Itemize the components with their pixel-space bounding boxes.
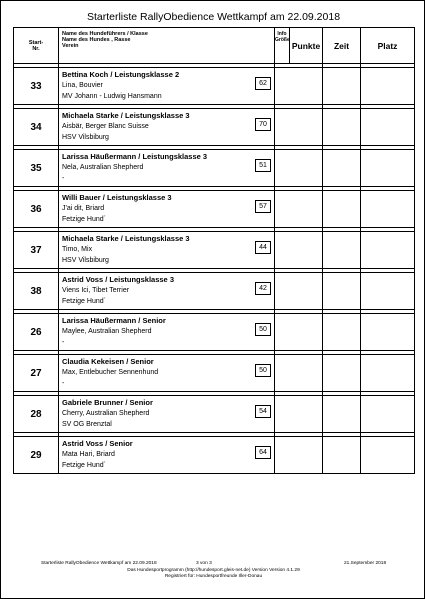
club: Fetzige Hund´ <box>62 216 106 223</box>
entry-info <box>59 68 275 105</box>
handler-class: Astrid Voss / Senior <box>62 439 133 448</box>
club: - <box>62 380 65 387</box>
zeit-cell <box>323 273 361 310</box>
header-info: Name des Hundeführers / Klasse Name des Hundes , Rasse Verein <box>59 28 275 64</box>
size-value: 64 <box>255 446 271 459</box>
entry-info <box>59 355 275 392</box>
handler-class: Michaela Starke / Leistungsklasse 3 <box>62 234 190 243</box>
table-row <box>14 232 415 269</box>
zeit-cell <box>323 437 361 474</box>
dog-breed: Mata Hari, Briard <box>62 451 115 458</box>
dog-breed: J'ai dit, Briard <box>62 205 105 212</box>
club: HSV Vilsbiburg <box>62 257 109 264</box>
size-value: 51 <box>255 159 271 172</box>
punkte-cell <box>275 273 323 310</box>
dog-breed: Maylee, Australian Shepherd <box>62 328 152 335</box>
start-number: 26 <box>14 314 59 351</box>
platz-cell <box>361 109 415 146</box>
size-value: 50 <box>255 364 271 377</box>
punkte-cell <box>275 396 323 433</box>
zeit-cell <box>323 191 361 228</box>
table-row <box>14 314 415 351</box>
punkte-cell <box>275 314 323 351</box>
table-row <box>14 437 415 474</box>
footer-date: 21.September 2018 <box>344 561 387 566</box>
dog-breed: Aisbär, Berger Blanc Suisse <box>62 123 149 130</box>
handler-class: Gabriele Brunner / Senior <box>62 398 153 407</box>
size-value: 50 <box>255 323 271 336</box>
dog-breed: Cherry, Australian Shepherd <box>62 410 150 417</box>
start-number: 37 <box>14 232 59 269</box>
club: - <box>62 339 65 346</box>
start-number: 35 <box>14 150 59 187</box>
handler-class: Willi Bauer / Leistungsklasse 3 <box>62 193 172 202</box>
start-number: 34 <box>14 109 59 146</box>
dog-breed: Max, Entlebucher Sennenhund <box>62 369 159 376</box>
table-row <box>14 150 415 187</box>
entry-info <box>59 396 275 433</box>
start-number: 27 <box>14 355 59 392</box>
handler-class: Claudia Kekeisen / Senior <box>62 357 154 366</box>
starter-table <box>13 27 415 474</box>
dog-breed: Nela, Australian Shepherd <box>62 164 144 171</box>
table-row <box>14 68 415 105</box>
header-punkte: Punkte <box>291 40 321 51</box>
platz-cell <box>361 150 415 187</box>
zeit-cell <box>323 109 361 146</box>
punkte-cell <box>275 355 323 392</box>
size-value: 70 <box>255 118 271 131</box>
table-row <box>14 396 415 433</box>
start-number: 28 <box>14 396 59 433</box>
platz-cell <box>361 68 415 105</box>
platz-cell <box>361 273 415 310</box>
handler-class: Michaela Starke / Leistungsklasse 3 <box>62 111 190 120</box>
entry-info <box>59 232 275 269</box>
punkte-cell <box>275 150 323 187</box>
table-row <box>14 355 415 392</box>
handler-class: Bettina Koch / Leistungsklasse 2 <box>62 70 180 79</box>
header-groesse: Info Größe <box>275 28 290 63</box>
footer-page-number: 3 von 3 <box>196 561 212 566</box>
zeit-cell <box>323 396 361 433</box>
club: - <box>62 175 65 182</box>
handler-class: Astrid Voss / Leistungsklasse 3 <box>62 275 174 284</box>
table-header-row <box>14 28 415 64</box>
club: MV Johann - Ludwig Hansmann <box>62 93 162 100</box>
zeit-cell <box>323 68 361 105</box>
document-title: Starterliste RallyObedience Wettkampf am 22.09.2018 <box>86 11 341 23</box>
entry-info <box>59 314 275 351</box>
platz-cell <box>361 232 415 269</box>
entry-info <box>59 437 275 474</box>
size-value: 57 <box>255 200 271 213</box>
platz-cell <box>361 314 415 351</box>
dog-breed: Viens Ici, Tibet Terrier <box>62 287 130 294</box>
handler-class: Larissa Häußermann / Leistungsklasse 3 <box>62 152 208 161</box>
footer-software-line: Das Hundesportprogramm (http://hundesport.gleis-net.de) Version Version 4.1.29 <box>127 568 300 573</box>
punkte-cell <box>275 109 323 146</box>
table-row <box>14 191 415 228</box>
punkte-cell <box>275 437 323 474</box>
footer-registration-line: Registriert für: Hundesportfreunde Iller-Donau <box>164 574 263 579</box>
zeit-cell <box>323 150 361 187</box>
entry-info <box>59 150 275 187</box>
table-row <box>14 109 415 146</box>
header-startnr: Start- Nr. <box>14 28 59 64</box>
platz-cell <box>361 355 415 392</box>
platz-cell <box>361 437 415 474</box>
size-value: 54 <box>255 405 271 418</box>
header-group <box>275 28 323 64</box>
dog-breed: Lina, Bouvier <box>62 82 103 89</box>
platz-cell <box>361 396 415 433</box>
dog-breed: Timo, Mix <box>62 246 93 253</box>
size-value: 62 <box>255 77 271 90</box>
start-number: 36 <box>14 191 59 228</box>
entry-info <box>59 191 275 228</box>
zeit-cell <box>323 314 361 351</box>
handler-class: Larissa Häußermann / Senior <box>62 316 166 325</box>
header-platz: Platz <box>361 28 415 64</box>
platz-cell <box>361 191 415 228</box>
header-zeit: Zeit <box>323 28 361 64</box>
start-number: 33 <box>14 68 59 105</box>
club: HSV Vilsbiburg <box>62 134 109 141</box>
zeit-cell <box>323 232 361 269</box>
entry-info <box>59 109 275 146</box>
entry-info <box>59 273 275 310</box>
punkte-cell <box>275 232 323 269</box>
club: SV OG Brenztal <box>62 421 112 428</box>
club: Fetzige Hund´ <box>62 298 106 305</box>
punkte-cell <box>275 68 323 105</box>
club: Fetzige Hund´ <box>62 462 106 469</box>
start-number: 29 <box>14 437 59 474</box>
start-number: 38 <box>14 273 59 310</box>
footer-document-name: Starterliste RallyObedience Wettkampf am 22.09.2018 <box>41 561 157 566</box>
size-value: 42 <box>255 282 271 295</box>
zeit-cell <box>323 355 361 392</box>
punkte-cell <box>275 191 323 228</box>
table-row <box>14 273 415 310</box>
size-value: 44 <box>255 241 271 254</box>
